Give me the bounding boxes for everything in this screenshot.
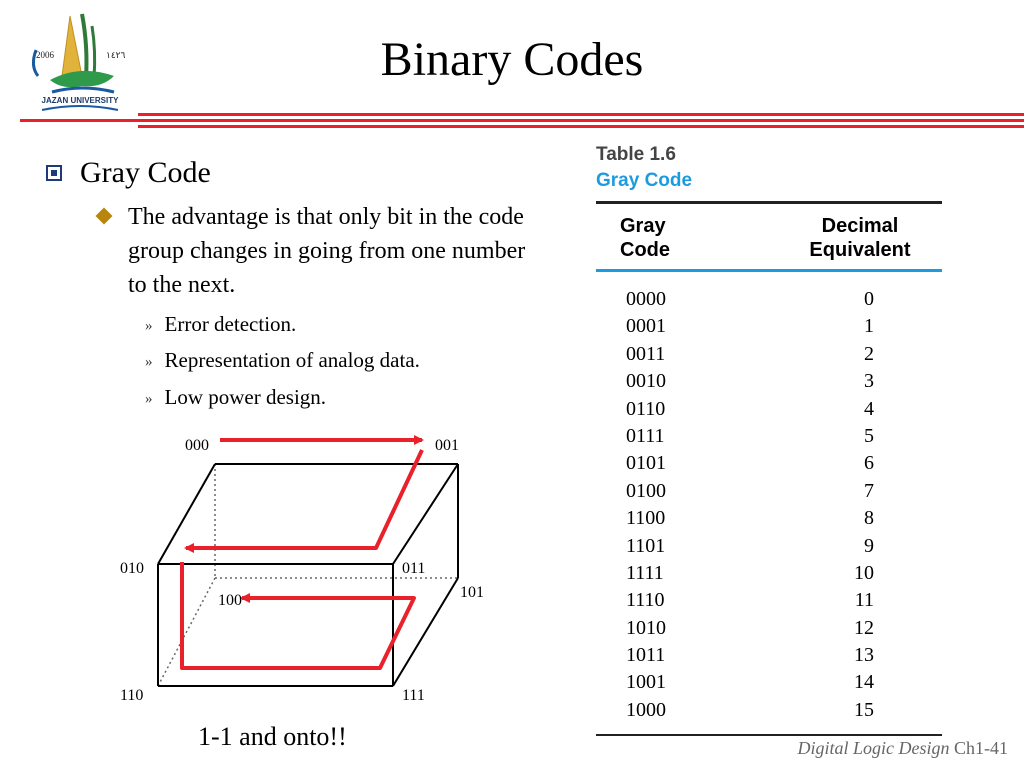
decimal-cell: 10 [854, 561, 874, 584]
header-dec-line1: Decimal [821, 215, 899, 237]
vertex-label-111: 111 [402, 687, 425, 704]
vertex-label-000: 000 [185, 437, 209, 454]
table-name: Gray Code [596, 170, 693, 191]
bullet-level3-item [145, 310, 296, 341]
bullet-level1 [46, 154, 211, 192]
gray-code-cell: 1101 [626, 534, 666, 557]
raquo-bullet-icon: » [145, 391, 153, 407]
gray-code-cell: 1111 [626, 561, 664, 584]
gray-code-cell: 1000 [626, 698, 666, 721]
table-row [596, 450, 942, 477]
table-row [596, 313, 942, 340]
logo-year-left: 2006 [36, 50, 54, 60]
footer-course: Digital Logic Design [797, 738, 950, 758]
diamond-bullet-icon [96, 208, 113, 225]
decimal-cell: 13 [854, 644, 874, 667]
gray-code-cell: 1001 [626, 671, 666, 694]
table-row [596, 341, 942, 368]
decimal-cell: 9 [864, 534, 874, 557]
gray-code-cell: 1100 [626, 507, 666, 530]
table-row [596, 505, 942, 532]
decimal-cell: 6 [864, 452, 874, 475]
decimal-cell: 7 [864, 479, 874, 502]
decimal-cell: 0 [864, 288, 874, 310]
table-row [596, 533, 942, 560]
table-bottom-rule [596, 734, 942, 736]
bullet-level3-item [145, 383, 326, 414]
gray-code-cell: 0011 [626, 342, 666, 365]
gray-code-cell: 0100 [626, 479, 666, 502]
decimal-cell: 14 [854, 671, 874, 694]
gray-code-cell: 0000 [626, 288, 666, 310]
gray-code-cell: 0111 [626, 424, 665, 447]
table-row [596, 587, 942, 614]
table-row [596, 423, 942, 450]
footer-page: Ch1-41 [954, 738, 1008, 758]
decimal-cell: 2 [864, 342, 874, 365]
decimal-cell: 4 [864, 397, 874, 420]
table-row [596, 669, 942, 696]
bullet-level3-item [145, 346, 420, 377]
table-top-rule [596, 201, 942, 204]
table-row [596, 368, 942, 395]
raquo-bullet-icon: » [145, 354, 153, 370]
title-rule-mid [20, 119, 1024, 122]
decimal-cell: 11 [854, 589, 874, 612]
vertex-label-010: 010 [120, 560, 144, 577]
bullet-level3-text: Error detection. [164, 312, 297, 336]
gray-code-cell: 1010 [626, 616, 666, 639]
bullet-level2 [98, 200, 548, 302]
gray-code-cell: 1110 [626, 589, 665, 612]
header-dec-line2: Equivalent [809, 239, 911, 261]
table-header-gray-code [620, 214, 700, 262]
raquo-bullet-icon: » [145, 318, 153, 334]
gray-code-path [182, 440, 422, 668]
cube-caption: 1-1 and onto!! [198, 722, 347, 751]
table-row [596, 615, 942, 642]
vertex-label-110: 110 [120, 687, 144, 704]
header-gray-line2: Code [620, 239, 670, 261]
table-row [596, 642, 942, 669]
slide-title: Binary Codes [380, 33, 644, 86]
gray-code-cube-diagram [100, 420, 520, 720]
vertex-label-100: 100 [218, 592, 242, 609]
table-row [596, 478, 942, 505]
decimal-cell: 15 [854, 698, 874, 721]
table-header-decimal [790, 214, 930, 262]
logo-year-right: ١٤٢٦ [106, 51, 126, 61]
gray-code-cell: 0010 [626, 370, 666, 393]
decimal-cell: 1 [864, 315, 874, 338]
gray-code-cell: 0110 [626, 397, 666, 420]
vertex-label-001: 001 [435, 437, 459, 454]
logo-name: JAZAN UNIVERSITY [41, 96, 119, 105]
header-gray-line1: Gray [620, 215, 666, 237]
gray-code-cell: 0101 [626, 452, 666, 475]
bullet-level3-text: Low power design. [164, 385, 327, 409]
decimal-cell: 8 [864, 507, 874, 530]
bullet-level2-text: The advantage is that only bit in the code group changes in going from one number to the next. [128, 204, 526, 298]
table-row [596, 697, 942, 724]
gray-code-cell: 1011 [626, 644, 666, 667]
title-rule-top [138, 113, 1024, 116]
decimal-cell: 12 [854, 616, 874, 639]
bullet-level3-text: Representation of analog data. [164, 348, 420, 372]
vertex-label-101: 101 [460, 584, 484, 601]
title-rule-bottom [138, 125, 1024, 128]
table-row [596, 396, 942, 423]
square-bullet-icon [46, 165, 62, 181]
table-number: Table 1.6 [596, 144, 676, 165]
table-row [596, 560, 942, 587]
decimal-cell: 3 [864, 370, 874, 393]
gray-code-cell: 0001 [626, 315, 666, 338]
table-header-rule [596, 269, 942, 272]
bullet-level1-text: Gray Code [80, 156, 211, 189]
table-row [596, 286, 942, 313]
slide-footer [798, 738, 1009, 759]
table-body [596, 286, 942, 724]
decimal-cell: 5 [864, 424, 874, 447]
vertex-label-011: 011 [402, 560, 426, 577]
